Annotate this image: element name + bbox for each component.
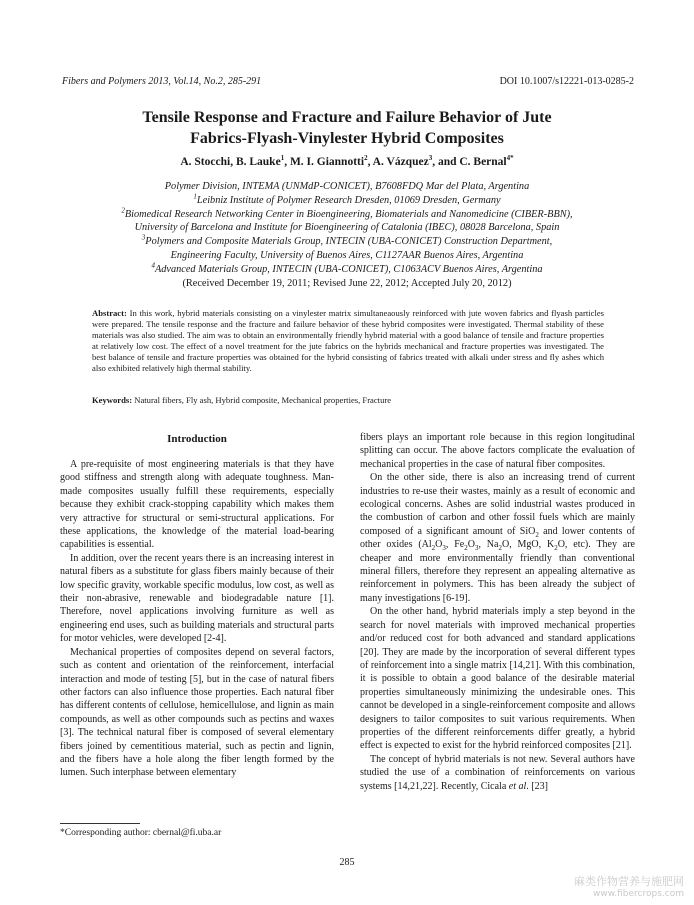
affiliations: [60, 180, 634, 290]
affiliation-sup: 4: [151, 261, 155, 270]
affiliation-text: Polymers and Composite Materials Group, INTECIN (UBA-CONICET) Construction Department,: [145, 236, 553, 248]
affiliation-line: Engineering Faculty, University of Buenos Aires, C1127AAR Buenos Aires, Argentina: [170, 249, 524, 261]
affiliation-text: Biomedical Research Networking Center in Bioengineering, Biomaterials and Nanomedicine (CIBER-BBN),: [124, 208, 573, 220]
paragraph: fibers plays an important role because in this region longitudinal splitting can occur. The above factors complicate the evaluation of mechanical properties in the case of natural fiber composites.: [360, 432, 635, 470]
abstract-text: In this work, hybrid materials consisting on a vinylester matrix simultaneaously reinforced with jute woven fabrics and flyash particles were prepared. The tensile response and the fracture and failure behavior of these hybrid composites were investigated. Thermal stability of these materials was also studied. The aim was to obtain an environmentally friendly hybrid material with a good balance of tensile and fracture properties at relatively low cost. The effect of a novel treatment for the jute fabrics on the hybrids mechanical and fracture properties was investigated. The best balance of tensile and fracture properties was obtained for the hybrid consisting of fabrics treated with alkali under stress and fly ashes which also exhibited relatively high thermal stability.: [92, 308, 604, 374]
text-run: On the other side, there is also an increasing trend of current industries to re-use their wastes, mainly as a result of economic and ecological concerns. Ashes are solid industrial wastes produced in the combustion of carbon and other fossil fuels which are mainly composed of a significant amount of SiO: [360, 472, 635, 537]
page-number: 285: [339, 857, 355, 868]
author-sup-4: 4*: [506, 154, 514, 163]
doi: DOI 10.1007/s12221-013-0285-2: [499, 76, 634, 87]
affiliation-line: [60, 208, 634, 222]
paragraph: A pre-requisite of most engineering materials is that they have good stiffness and strength along with adequate toughness. Man-made composites usually fulfill these requirements, especially because they exhibit crack-stopping capability which makes them very attractive for structural or semi-structural applications. For these applications, the knowledge of the material load-bearing capabilities is essential.: [60, 459, 334, 551]
text-run: O: [467, 539, 475, 551]
watermark-line-1: 麻类作物营养与施肥网: [574, 875, 684, 888]
author-sup-2: 2: [364, 154, 368, 163]
title-line-1: Tensile Response and Fracture and Failure Behavior of Jute: [142, 109, 552, 126]
subscript: 2: [431, 544, 436, 553]
author-2: , M. I. Giannotti: [284, 156, 365, 168]
received-dates: (Received December 19, 2011; Revised June 22, 2012; Accepted July 20, 2012): [182, 277, 512, 289]
text-run: O, etc). They are cheaper and more environmentally friendly than conventional mineral fillers, therefore they represent an appealing alternative as reinforcement in polymers. This has been already the subject of many investigations [6-19].: [360, 539, 635, 604]
paragraph: Mechanical properties of composites depend on several factors, such as content and orientation of the reinforcement, interfacial interaction and mode of testing [5], but in the case of natural fibers other factors can also influence those properties. Each natural fiber has different contents of cellulose, hemicellulose, and lignin as main compounds, as well as other compounds such as pectins and waxes [3]. The technical natural fiber is composed of several elementary fibers joined by cementitious material, such as pectin and lignin, and the fibers have a hole along the fiber length formed by the lumen. Such interphase between elementary: [60, 646, 334, 779]
subscript: 3: [474, 544, 479, 553]
author-sup-3: 3: [428, 154, 433, 163]
affiliation-text: Leibniz Institute of Polymer Research Dresden, 01069 Dresden, Germany: [196, 194, 501, 206]
footnote-rule: [60, 823, 140, 824]
italic-text: et al: [508, 780, 527, 792]
affiliation-sup: 1: [193, 192, 197, 201]
affiliation-line: [60, 263, 634, 277]
keywords-text: Natural fibers, Fly ash, Hybrid composite, Mechanical properties, Fracture: [134, 395, 392, 405]
left-column: [60, 432, 334, 780]
journal-citation: Fibers and Polymers 2013, Vol.14, No.2, 285-291: [62, 76, 262, 87]
paragraph: On the other hand, hybrid materials imply a step beyond in the search for novel materials with improved mechanical properties and/or reduced cost for both advanced and standard applications [20]. They are made by the incorporation of several different types of reinforcement into a single matrix [14,21]. With this combination, it is possible to obtain a good balance of the desirable material properties simultaneously minimizing the undesirable ones. This cannot be developed in a single-reinforcement composite and allows designers to tailor composites to suit various requirements. When properties of the different reinforcements differ greatly, a hybrid effect is expected to exist for the hybrid reinforced composites [21].: [360, 606, 635, 752]
paragraph: [360, 753, 635, 793]
text-run: . [23]: [526, 780, 548, 792]
abstract-label: Abstract:: [92, 308, 127, 318]
watermark: [574, 876, 684, 900]
title-line-2: Fabrics-Flyash-Vinylester Hybrid Composites: [190, 130, 504, 147]
text-run: O, MgO, K: [501, 539, 555, 551]
right-column: [360, 431, 635, 793]
author-list: [60, 156, 634, 168]
keywords: [92, 395, 604, 405]
subscript: 3: [442, 544, 446, 553]
author-4: , and C. Bernal: [432, 156, 507, 168]
paragraph: [360, 471, 635, 605]
affiliation-line: [60, 194, 634, 208]
affiliation-sup: 2: [121, 206, 125, 215]
author-1: A. Stocchi, B. Lauke: [180, 156, 281, 168]
author-3: , A. Vázquez: [367, 156, 429, 168]
affiliation-text: Advanced Materials Group, INTECIN (UBA-CONICET), C1063ACV Buenos Aires, Argentina: [154, 263, 543, 275]
affiliation-line: University of Barcelona and Institute for Bioengineering of Catalonia (IBEC), 08028 Barcelona, Spain: [134, 222, 560, 234]
watermark-line-2: www.fibercrops.com: [593, 889, 684, 899]
subscript: 2: [554, 544, 558, 553]
author-sup-1: 1: [280, 154, 285, 163]
section-heading-introduction: Introduction: [167, 433, 227, 445]
text-run: and lower contents of other oxides (Al: [360, 525, 635, 551]
paragraph: In addition, over the recent years there is an increasing interest in natural fibers as a substitute for glass fibers mainly because of their low specific gravity, workable specific modulus, low cost, as well as their non-abrasive, renewable and biodegradable nature [1]. Therefore, novel applications involving furniture as well as engineering end uses, such as building materials and structural parts for motor vehicles, were developed [2-4].: [60, 552, 335, 645]
paper-title: [60, 107, 634, 149]
subscript: 2: [464, 544, 468, 553]
affiliation-sup: 3: [141, 233, 146, 242]
abstract: [92, 308, 604, 375]
corresponding-author-footnote: *Corresponding author: cbernal@fi.uba.ar: [60, 828, 222, 838]
text-run: , Na: [478, 539, 499, 551]
text-run: O: [435, 539, 443, 551]
text-run: The concept of hybrid materials is not new. Several authors have studied the use of a combination of reinforcements on various systems [14,21,22]. Recently, Cicala: [360, 753, 635, 792]
subscript: 2: [498, 544, 502, 553]
subscript: 2: [535, 530, 539, 539]
affiliation-line: Polymer Division, INTEMA (UNMdP-CONICET), B7608FDQ Mar del Plata, Argentina: [164, 181, 530, 192]
text-run: , Fe: [445, 539, 465, 551]
keywords-label: Keywords:: [92, 395, 133, 405]
affiliation-line: [60, 235, 634, 249]
